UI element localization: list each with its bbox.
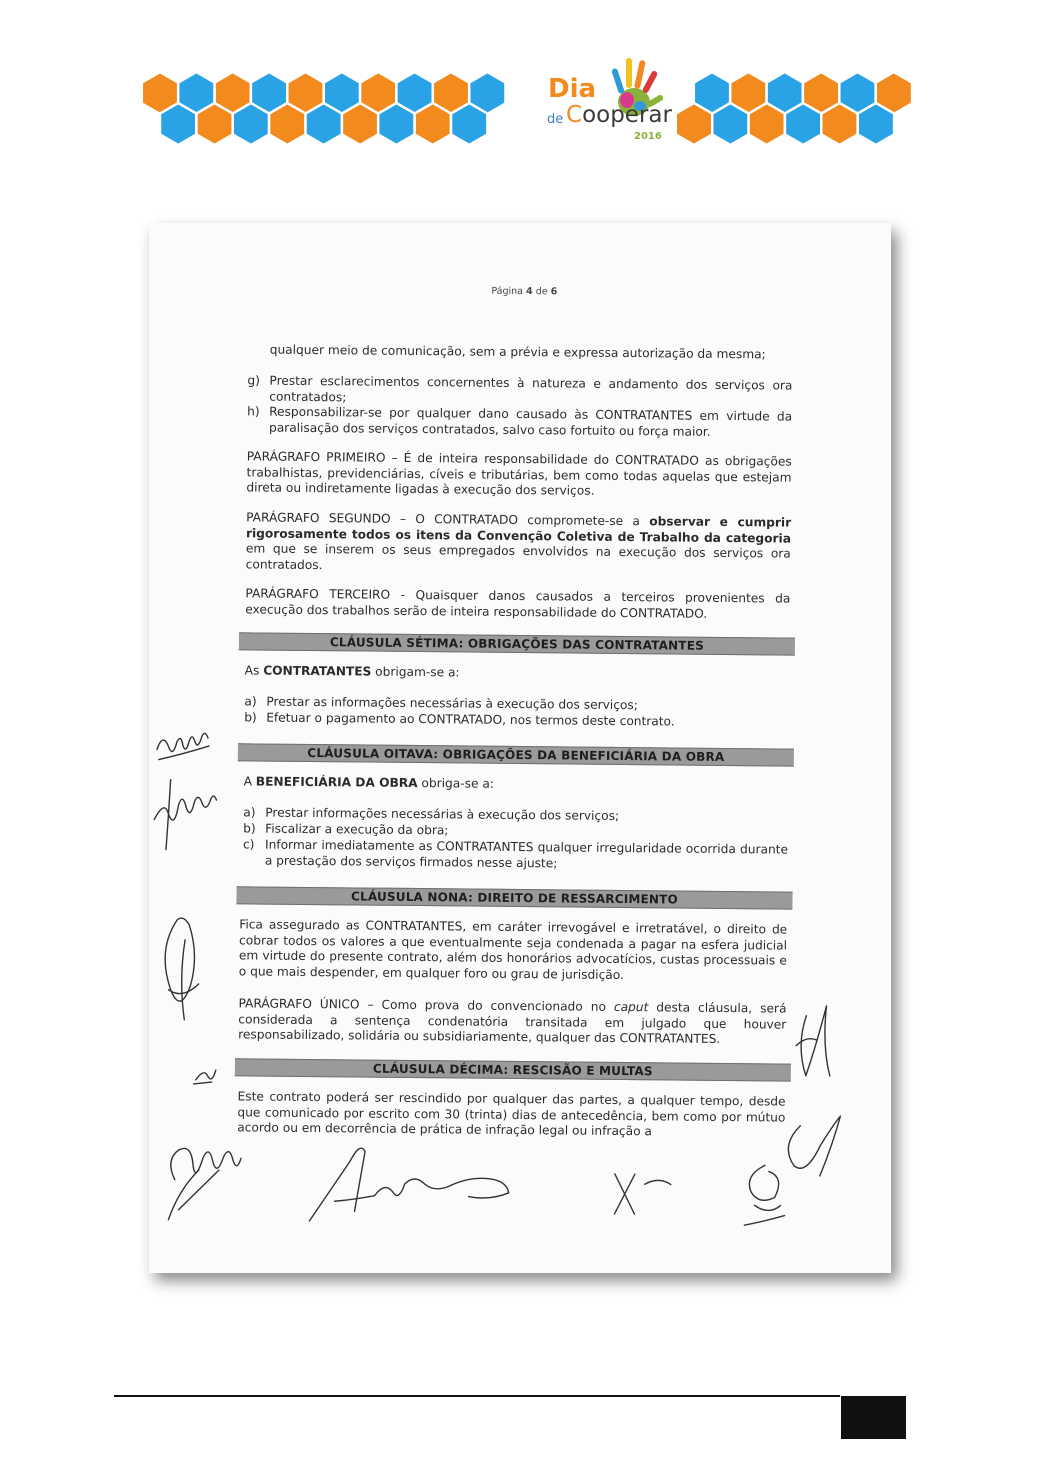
list-text: Responsabilizar-se por qualquer dano causado às CONTRATANTES em virtude da paralisação dos serviços contratados, salvo caso fortuito ou força maior. (268, 404, 793, 439)
text-run: desta cláusula, será considerada a sentença condenatória transitada em julgado que houver responsabilizado, solidária ou subsidiariamente, qualquer das CONTRATANTES. (238, 1000, 787, 1047)
hexagon-tile (821, 103, 857, 145)
initials-signature-2 (154, 780, 217, 851)
paragrafo-segundo (246, 510, 792, 578)
hexagon-tile (712, 103, 748, 145)
hexagon-tile (233, 103, 269, 145)
page-total: 6 (550, 286, 558, 298)
paragrafo-terceiro: PARÁGRAFO TERCEIRO - Quaisquer danos causados a terceiros provenientes da execução dos trabalhos serão de inteira responsabilidade do CONTRATADO. (245, 586, 791, 621)
list-text: Fiscalizar a execução da obra; (265, 821, 449, 838)
list-text: Prestar as informações necessárias à execução dos serviços; (266, 694, 638, 713)
initials-signature-1 (157, 733, 209, 760)
clausula-setima-heading: CLÁUSULA SÉTIMA: OBRIGAÇÕES DAS CONTRATANTES (239, 632, 795, 655)
list-text: Prestar informações necessárias à execução dos serviços; (265, 805, 620, 823)
text-run: obriga-se a: (417, 776, 495, 791)
list-label: c) (242, 837, 255, 852)
text-run: obrigam-se a: (371, 664, 460, 680)
logo-cooperar-rest: ooperar (582, 102, 672, 128)
list-text: Efetuar o pagamento ao CONTRATADO, nos termos deste contrato. (266, 710, 675, 729)
page-current: 4 (526, 286, 533, 298)
list-label: g) (247, 373, 261, 388)
hexagon-tile (785, 103, 821, 145)
hexagon-tile (858, 103, 894, 145)
list-label: h) (247, 404, 260, 419)
contratantes-intro (245, 663, 790, 684)
text-run: PARÁGRAFO ÚNICO – Como prova do convencionado no (238, 996, 614, 1014)
list-text: Informar imediatamente as CONTRATANTES qualquer irregularidade ocorrida durante a prestação dos serviços firmados nesse ajuste; (264, 837, 789, 870)
hexagon-tile (342, 103, 378, 145)
header-banner (0, 0, 1040, 170)
initials-signature-3 (165, 918, 200, 1020)
decima-text: Este contrato poderá ser rescindido por qualquer das partes, a qualquer tempo, desde que comunicado por escrito com 30 (trinta) dias de antecedência, bem como por mútuo acordo ou em decorrência de prática de infração legal ou infração a (237, 1089, 786, 1139)
initials-signature-7 (744, 1165, 785, 1225)
text-run: As (244, 663, 264, 678)
footer-page-box (841, 1396, 906, 1439)
logo-year-text: 2016 (634, 131, 662, 142)
bold-run: CONTRATANTES (263, 663, 372, 679)
text-run: PARÁGRAFO SEGUNDO – O CONTRATADO compromete-se a (246, 510, 650, 529)
clausula-nona-heading: CLÁUSULA NONA: DIREITO DE RESSARCIMENTO (236, 886, 792, 909)
page-label: Página (491, 285, 524, 298)
list-item-h (247, 404, 792, 440)
text-run: A (243, 774, 256, 789)
initials-signature-8 (796, 1006, 831, 1076)
initials-signature-6 (614, 1174, 670, 1215)
hexagon-tile (196, 103, 232, 145)
page-of: de (535, 286, 548, 298)
hexagon-pattern (0, 0, 1040, 170)
list-text: Prestar esclarecimentos concernentes à natureza e andamento dos serviços ora contratados; (269, 373, 793, 404)
italic-run: caput (613, 999, 649, 1015)
hexagon-tile (415, 103, 451, 145)
list-label: a) (244, 694, 257, 709)
bold-run: BENEFICIÁRIA DA OBRA (255, 774, 418, 791)
bold-run: observar e cumprir rigorosamente todos os itens da Convenção Coletiva de Trabalho da categoria (245, 514, 792, 546)
scanned-contract-page (149, 223, 891, 1273)
beneficiaria-intro (244, 774, 789, 795)
hexagon-tile (749, 103, 785, 145)
list-label: a) (243, 805, 256, 820)
logo-cooperar-initial: C (566, 102, 583, 128)
paragrafo-unico (238, 996, 786, 1048)
page-number (153, 282, 891, 300)
clausula-oitava-heading: CLÁUSULA OITAVA: OBRIGAÇÕES DA BENEFICIÁRIA DA OBRA (238, 743, 794, 766)
hexagon-tile (269, 103, 305, 145)
initials-signature-4 (194, 1070, 216, 1084)
text-run: em que se inserem os seus empregados envolvidos na execução dos serviços ora contratados. (245, 541, 791, 572)
main-signature (309, 1148, 509, 1223)
continued-item-text: qualquer meio de comunicação, sem a prévia e expressa autorização da mesma; (269, 342, 766, 362)
hexagon-tile (160, 103, 196, 145)
hexagon-tile (306, 103, 342, 145)
hexagon-tile (451, 103, 487, 145)
list-label: b) (244, 710, 257, 725)
hexagon-tile (676, 103, 712, 145)
paragrafo-primeiro: PARÁGRAFO PRIMEIRO – É de inteira responsabilidade do CONTRATADO as obrigações trabalhistas, previdenciárias, cíveis e tributárias, bem como todas aquelas que estejam direta ou indiretamente ligadas à execução dos serviços. (246, 449, 792, 498)
scan-content (149, 223, 891, 1273)
list-label: b) (243, 821, 256, 836)
logo-de-text: de (547, 112, 564, 127)
initials-signature-5 (168, 1148, 241, 1220)
logo-dia-text: Dia (548, 74, 597, 104)
nona-text: Fica assegurado as CONTRATANTES, em caráter irrevogável e irretratável, o direito de cobrar todos os valores a que eventualmente seja condenada a pagar na esfera judicial em virtude do presente contrato, além dos honorários advocatícios, custas processuais e o que mais despender, em qualquer foro ou grau de jurisdição. (238, 917, 788, 982)
clausula-decima-heading: CLÁUSULA DÉCIMA: RESCISÃO E MULTAS (235, 1058, 791, 1081)
footer-rule (114, 1395, 840, 1397)
hexagon-tile (378, 103, 414, 145)
logo-cooperar-text (566, 102, 672, 128)
initials-signature-9 (788, 1116, 840, 1176)
list-item-c (243, 837, 788, 873)
